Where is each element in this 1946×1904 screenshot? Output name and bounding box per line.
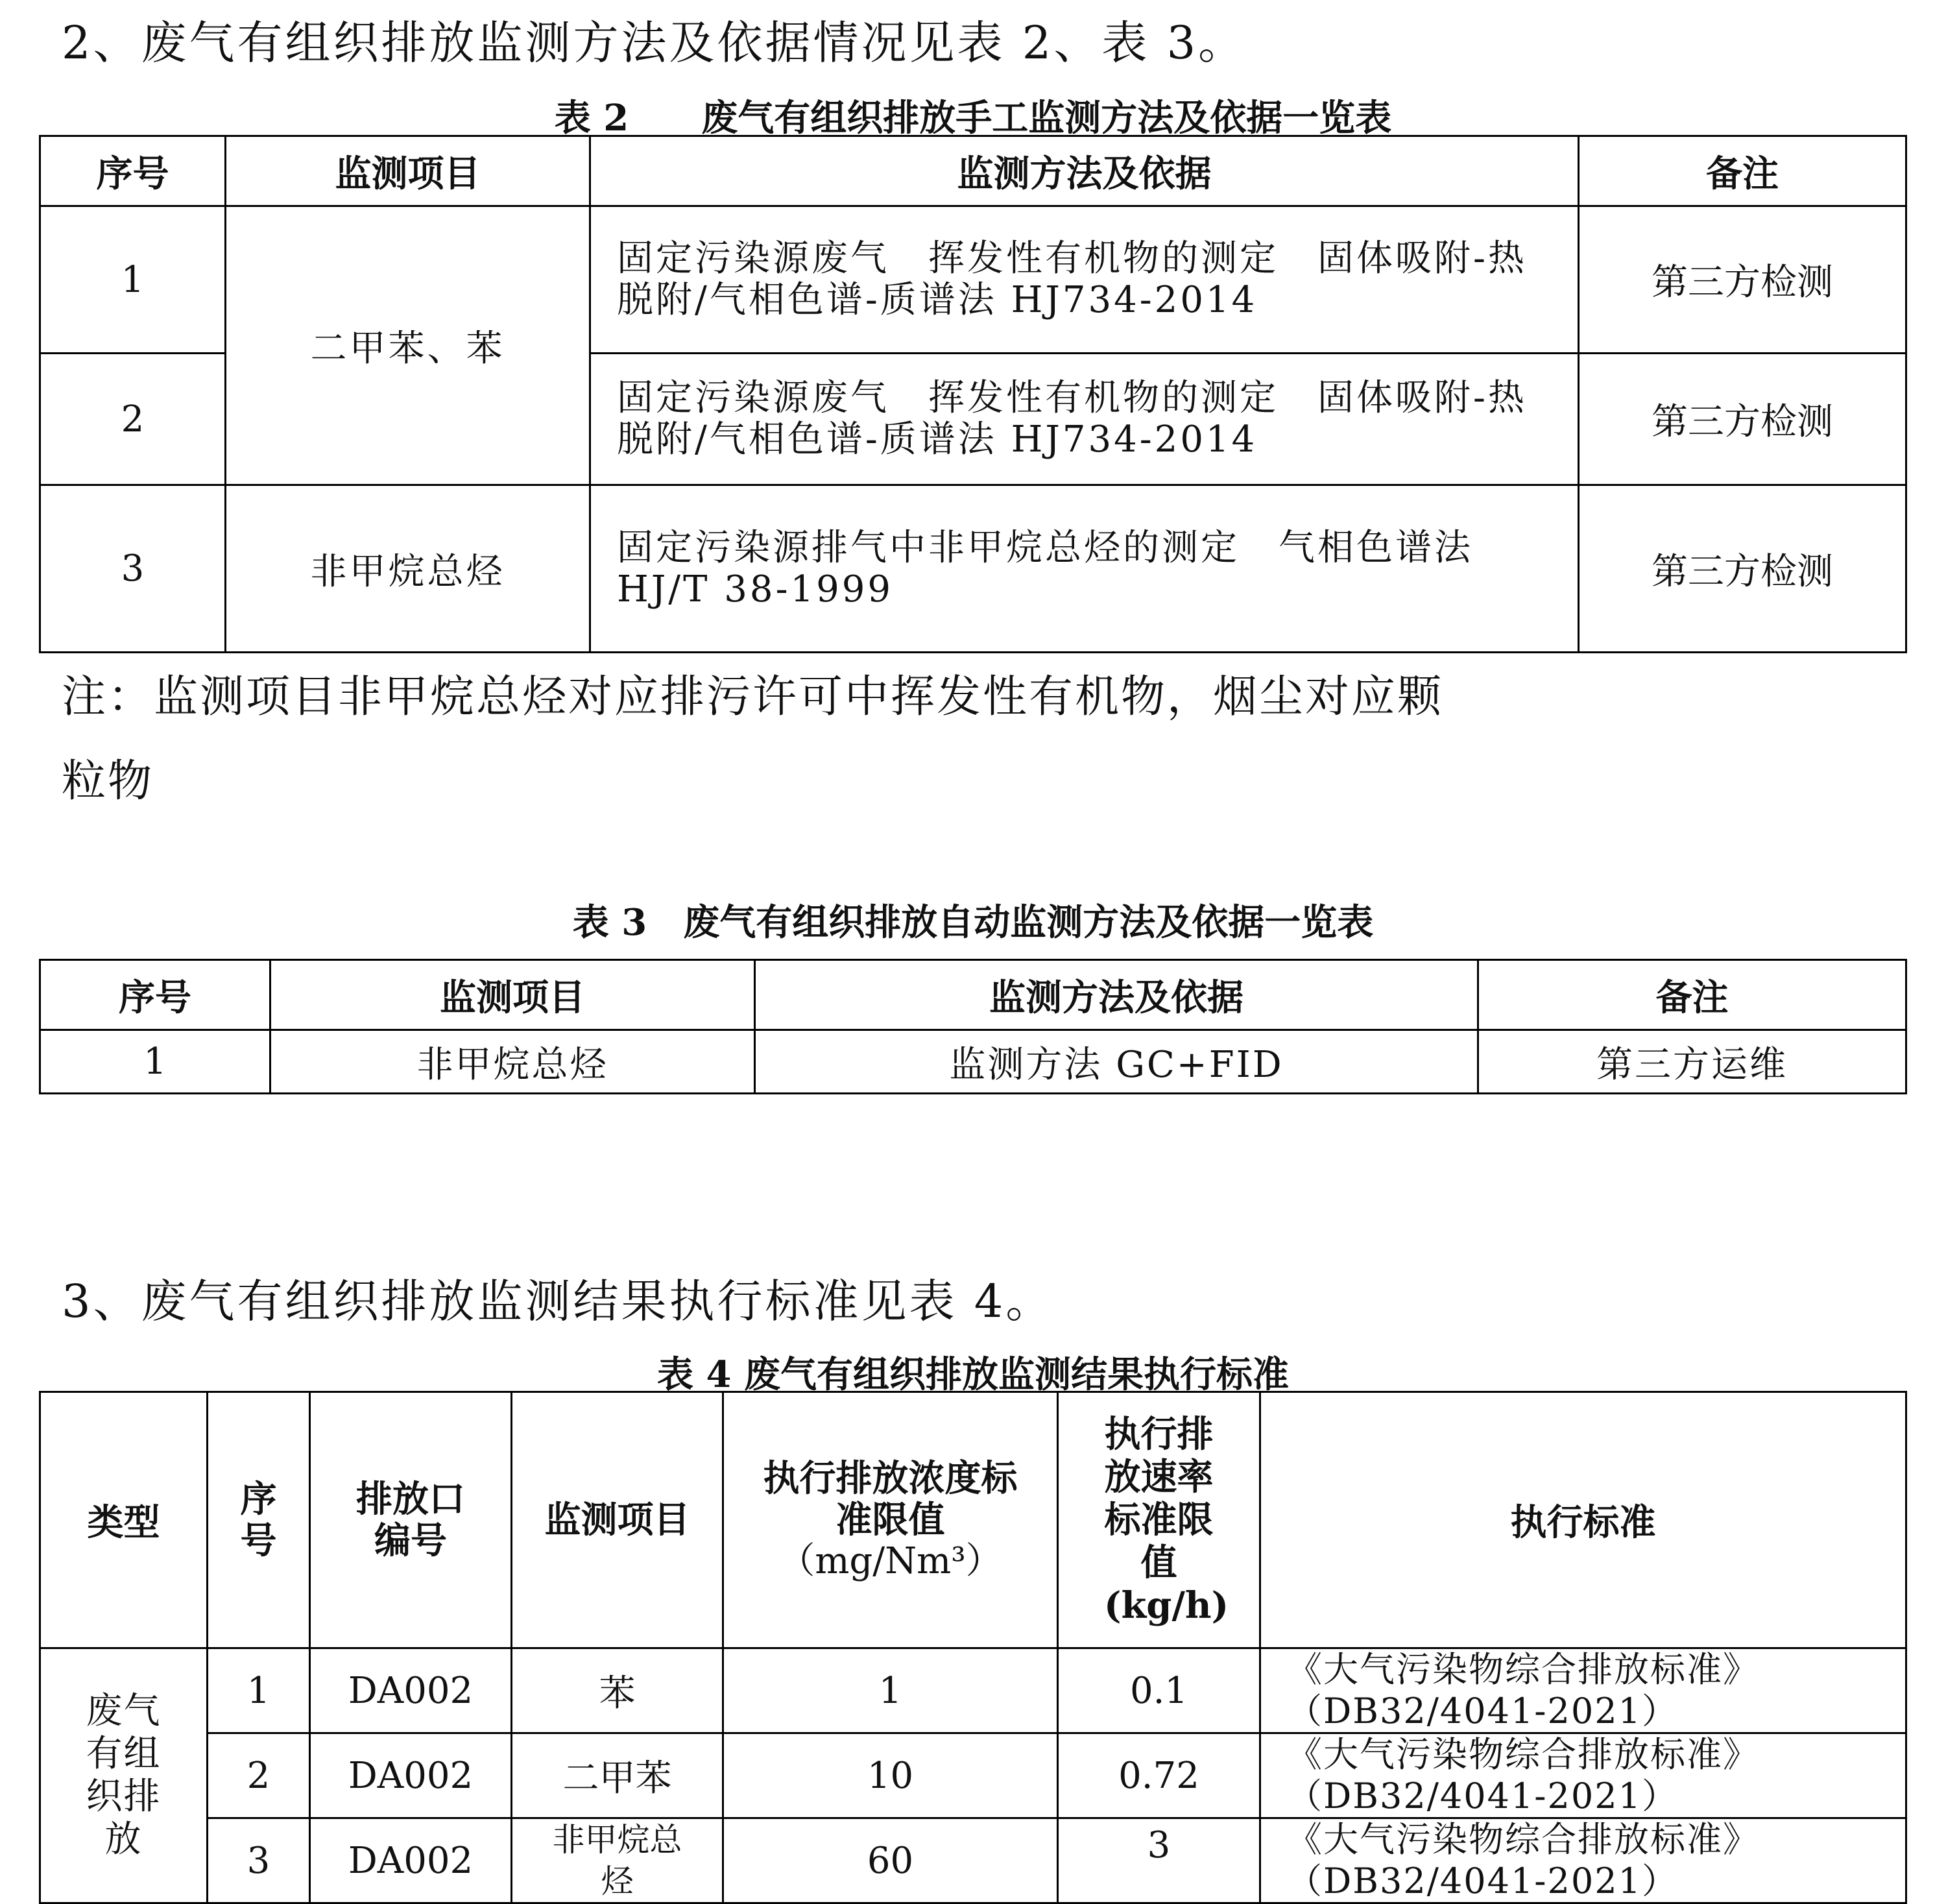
- table2-header-item: 监测项目: [226, 136, 590, 206]
- row-number: 1: [208, 1648, 310, 1733]
- table2-header-method: 监测方法及依据: [590, 136, 1579, 206]
- table-row: [40, 206, 1906, 354]
- table4: [39, 1391, 1907, 1904]
- concentration-unit: （mg/Nm³）: [778, 1540, 1002, 1582]
- table2-note: [62, 655, 1443, 824]
- note-line: 注：监测项目非甲烷总烃对应排污许可中挥发性有机物，烟尘对应颗: [62, 671, 1444, 723]
- table-row: [40, 485, 1906, 653]
- table2-header-remark: 备注: [1579, 136, 1906, 206]
- rate-limit: 3: [1058, 1818, 1260, 1903]
- concentration-limit: 60: [723, 1818, 1058, 1903]
- row-number: 2: [208, 1733, 310, 1818]
- monitoring-item: 二甲苯: [512, 1733, 723, 1818]
- outlet-id: DA002: [310, 1733, 512, 1818]
- section2-heading: 2、废气有组织排放监测方法及依据情况见表 2、表 3。: [62, 16, 1247, 69]
- standard: 《大气污染物综合排放标准》（DB32/4041-2021）: [1260, 1818, 1906, 1903]
- table2: [39, 135, 1907, 653]
- table3-caption: 表 3 废气有组织排放自动监测方法及依据一览表: [572, 901, 1374, 944]
- section3-heading: 3、废气有组织排放监测结果执行标准见表 4。: [62, 1275, 1054, 1328]
- rate-limit: 0.72: [1058, 1733, 1260, 1818]
- row-number: 2: [40, 354, 226, 485]
- outlet-id: DA002: [310, 1818, 512, 1903]
- table-row: [40, 1733, 1906, 1818]
- table4-header-outlet: 排放口编号: [310, 1392, 512, 1648]
- table-row: [40, 1030, 1906, 1094]
- monitoring-method: 固定污染源排气中非甲烷总烃的测定 气相色谱法 HJ/T 38-1999: [590, 485, 1579, 653]
- table4-header-standard: 执行标准: [1260, 1392, 1906, 1648]
- rate-label: 执行排放速率标准限值: [1104, 1413, 1214, 1584]
- table3-header-no: 序号: [40, 960, 270, 1030]
- type-cell: 废气有组织排放: [40, 1648, 208, 1903]
- table3-header-row: [40, 960, 1906, 1030]
- table3: [39, 959, 1907, 1094]
- rate-unit: (kg/h): [1104, 1584, 1229, 1627]
- monitoring-item: 非甲烷总烃: [270, 1030, 755, 1094]
- concentration-limit: 10: [723, 1733, 1058, 1818]
- table4-caption: 表 4 废气有组织排放监测结果执行标准: [657, 1353, 1289, 1396]
- table4-header-concentration: [723, 1392, 1058, 1648]
- concentration-limit: 1: [723, 1648, 1058, 1733]
- table-row: [40, 1818, 1906, 1903]
- table4-header-row: [40, 1392, 1906, 1648]
- row-number: 3: [208, 1818, 310, 1903]
- table3-header-remark: 备注: [1478, 960, 1906, 1030]
- table3-header-method: 监测方法及依据: [755, 960, 1478, 1030]
- table4-header-item: 监测项目: [512, 1392, 723, 1648]
- remark: 第三方检测: [1579, 354, 1906, 485]
- table3-header-item: 监测项目: [270, 960, 755, 1030]
- note-line: 粒物: [62, 756, 154, 807]
- monitoring-item: 二甲苯、苯: [226, 206, 590, 485]
- standard: 《大气污染物综合排放标准》（DB32/4041-2021）: [1260, 1733, 1906, 1818]
- remark: 第三方检测: [1579, 485, 1906, 653]
- table2-header-no: 序号: [40, 136, 226, 206]
- outlet-id: DA002: [310, 1648, 512, 1733]
- table4-header-rate: [1058, 1392, 1260, 1648]
- rate-limit: 0.1: [1058, 1648, 1260, 1733]
- row-number: 3: [40, 485, 226, 653]
- monitoring-method: 固定污染源废气 挥发性有机物的测定 固体吸附-热脱附/气相色谱-质谱法 HJ734-2014: [590, 354, 1579, 485]
- monitoring-item: 苯: [512, 1648, 723, 1733]
- row-number: 1: [40, 1030, 270, 1094]
- monitoring-item: 非甲烷总烃: [226, 485, 590, 653]
- table2-header-row: [40, 136, 1906, 206]
- remark: 第三方运维: [1478, 1030, 1906, 1094]
- monitoring-item: 非甲烷总烃: [512, 1818, 723, 1903]
- table4-header-type: 类型: [40, 1392, 208, 1648]
- row-number: 1: [40, 206, 226, 354]
- table2-caption: 表 2 废气有组织排放手工监测方法及依据一览表: [554, 97, 1392, 139]
- table-row: [40, 1648, 1906, 1733]
- monitoring-method: 监测方法 GC+FID: [755, 1030, 1478, 1094]
- remark: 第三方检测: [1579, 206, 1906, 354]
- standard: 《大气污染物综合排放标准》（DB32/4041-2021）: [1260, 1648, 1906, 1733]
- concentration-label: 执行排放浓度标准限值: [763, 1457, 1018, 1541]
- table4-header-no: 序号: [208, 1392, 310, 1648]
- monitoring-method: 固定污染源废气 挥发性有机物的测定 固体吸附-热脱附/气相色谱-质谱法 HJ734-2014: [590, 206, 1579, 354]
